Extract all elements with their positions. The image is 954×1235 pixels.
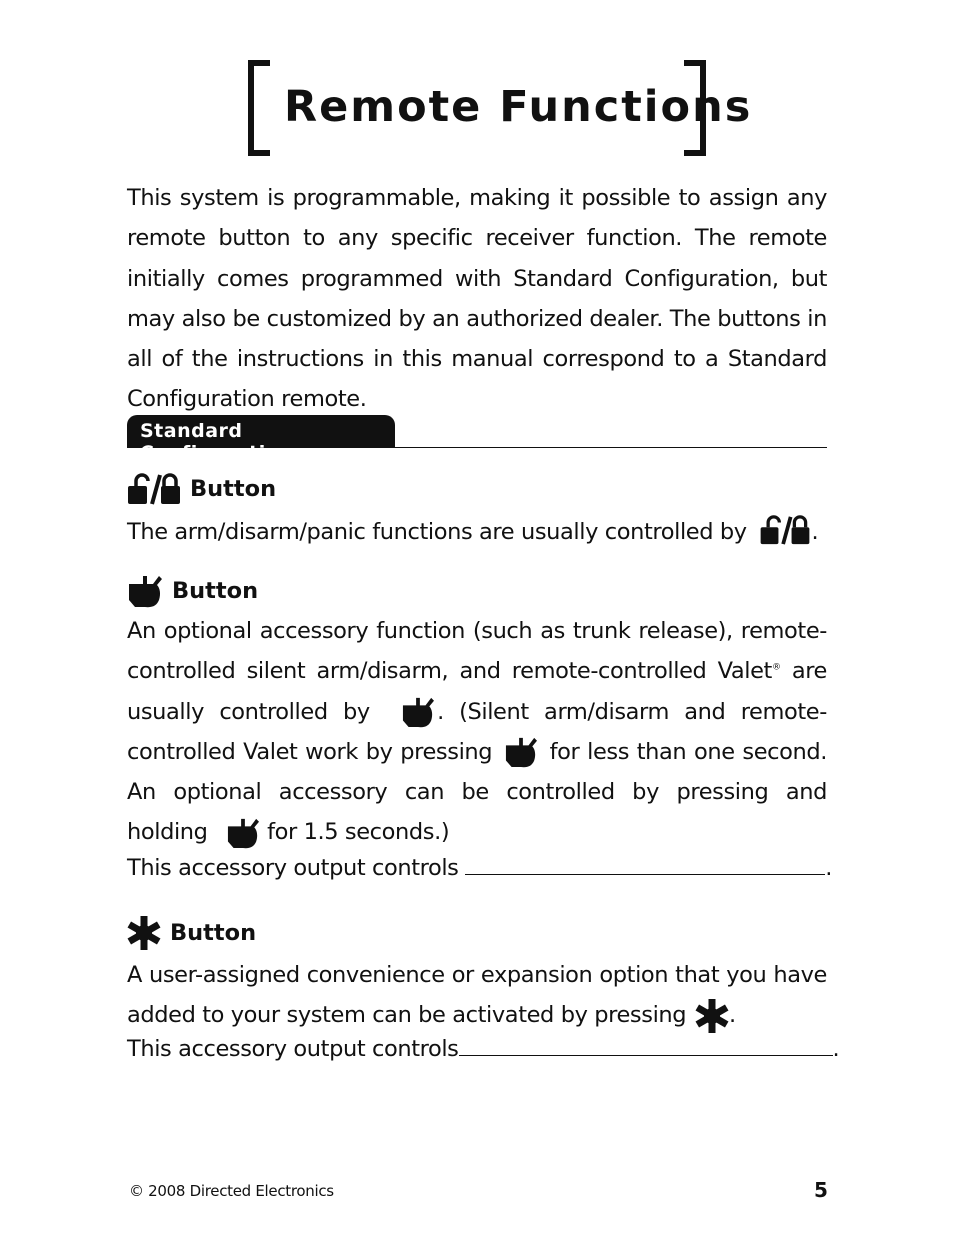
aux-output-icon (504, 736, 538, 768)
aux-button-heading (127, 574, 258, 608)
star-paragraph (127, 955, 827, 1036)
page-title: Remote Functions (284, 82, 753, 132)
registered-mark: ® (771, 662, 781, 673)
aux-text-part-4: for less than one second. An optional accessory can be controlled by pressing and holding (127, 738, 827, 846)
aux-output-line (127, 855, 832, 881)
page-number: 5 (814, 1178, 828, 1202)
star-button-heading-label: Button (170, 920, 257, 946)
left-bracket (248, 60, 270, 156)
lock-unlock-icon (759, 515, 811, 545)
section-tab: Standard Configuration (127, 415, 395, 448)
star-output-end: . (832, 1036, 840, 1062)
star-text-end: . (728, 1002, 736, 1029)
star-icon (695, 999, 729, 1033)
lock-unlock-icon (127, 473, 181, 505)
aux-output-blank (465, 855, 825, 875)
lock-button-heading (127, 473, 276, 505)
lock-text-end: . (811, 519, 819, 545)
lock-button-heading-label: Button (190, 476, 277, 502)
star-output-blank (459, 1036, 833, 1056)
star-button-heading (127, 916, 256, 950)
star-output-line (127, 1036, 839, 1062)
title-frame (248, 60, 753, 162)
aux-text-part-3: . (Silent arm/disarm and remote-controlled Valet work by pressing (127, 698, 827, 765)
star-output-label: This accessory output controls (127, 1036, 459, 1062)
right-bracket (684, 60, 706, 156)
copyright: © 2008 Directed Electronics (129, 1182, 334, 1200)
aux-output-icon (401, 696, 435, 728)
aux-output-label: This accessory output controls (127, 855, 459, 881)
aux-text-part-1: An optional accessory function (such as trunk release), remote-controlled silent arm/disarm, and remote-controlled Valet (127, 618, 827, 685)
aux-output-icon (226, 817, 260, 849)
aux-text-part-2: are usually controlled by (127, 658, 827, 725)
aux-button-heading-label: Button (172, 578, 259, 604)
aux-output-icon (127, 574, 163, 608)
star-icon (127, 916, 161, 950)
lock-button-text (127, 512, 818, 552)
intro-paragraph: This system is programmable, making it possible to assign any remote button to any specific receiver function. The remote initially comes programmed with Standard Configuration, but may also be customized by an authorized dealer. The buttons in all of the instructions in this manual correspond to a Standard Configuration remote. (127, 185, 827, 413)
aux-text-part-5: for 1.5 seconds.) (267, 819, 450, 846)
aux-paragraph (127, 611, 827, 853)
star-description: A user-assigned convenience or expansion option that you have added to your system can be activated by pressing (127, 962, 827, 1029)
aux-output-end: . (825, 855, 833, 881)
lock-button-description: The arm/disarm/panic functions are usually controlled by (127, 519, 747, 545)
